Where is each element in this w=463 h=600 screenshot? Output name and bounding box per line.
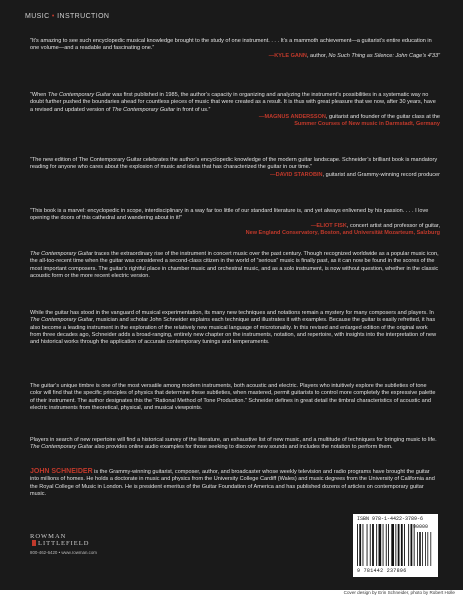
quote-role: , guitarist and founder of the guitar class at the (325, 114, 440, 121)
quote-attribution (30, 172, 440, 179)
quote-starobin (30, 157, 440, 179)
quote-text: “The new edition of The Contemporary Guitar celebrates the author’s encyclopedic knowledge of the modern guitar landscape. Schneider’s brilliant book is mandatory reading for anyone who cares about the explosion of music and ideas that has characterized the guitar in our time.” (30, 157, 438, 171)
category-instruction: INSTRUCTION (57, 13, 110, 20)
author-name: JOHN SCHNEIDER (30, 468, 93, 475)
publisher-block (30, 533, 140, 555)
quote-attribution (30, 53, 440, 60)
quote-text: “When The Contemporary Guitar was first published in 1985, the author’s capacity in organizing and analyzing the instrument’s possibilities in a systematic way no doubt further pushed the boundaries ahead for countless pieces of music that were created as a result. It is thus with great pleasure that we now, after 30 years, have a revised and updated version of The Contemporary Guitar in front of us.” (30, 92, 436, 113)
publisher-logo: ROWMAN LITTLEFIELD (30, 533, 90, 547)
quote-role: , guitarist and Grammy-winning record producer (322, 171, 440, 178)
quote-attribution (30, 114, 440, 121)
quote-affiliation: New England Conservatory, Boston, and Universität Mozarteum, Salzburg (245, 230, 440, 237)
category-separator: • (51, 13, 55, 20)
quote-gann (30, 38, 440, 60)
publisher-contact: 800-462-6420 • www.rowman.com (30, 550, 97, 555)
category-music: MUSIC (25, 13, 50, 20)
description-paragraph-1: The Contemporary Guitar traces the extraordinary rise of the instrument in concert music over the past century. Though recognized worldwide as a popular music icon, the all-too-recent time when the guitar was considered a second-class citizen in the world of “serious” music is finally past, as it can now be found in the scores of the most important composers. The guitar’s rightful place in chamber music and orchestral music, and as a solo instrument, is now without question, whether in the classic acoustic form or the more recent electric version. (30, 251, 439, 280)
isbn-barcode (353, 514, 438, 577)
quote-text: “This book is a marvel: encyclopedic in scope, interdisciplinary in a way far too little of our standard literature is, and yet always enlivened by his passion. . . . I love opening the doors of this cathedral and wandering about in it!” (30, 208, 429, 222)
isbn-label: ISBN 978-1-4422-3789-6 (357, 516, 424, 522)
quote-role: , concert artist and professor of guitar, (346, 222, 440, 229)
barcode-digits: 9 781442 237896 (357, 568, 407, 574)
quote-affiliation: Summer Courses of New music in Darmstadt, Germany (294, 121, 440, 128)
quote-author: —MAGNUS ANDERSSON (258, 114, 326, 121)
price-code: 90000 (413, 524, 429, 530)
description-paragraph-4: Players in search of new repertoire will find a historical survey of the literature, an exhaustive list of new music, and a multitude of techniques for bringing music to life. The Contemporary Guitar also provides online audio examples for those seeking to discover new sounds and includes the notation to perform them. (30, 437, 437, 451)
author-bio-text: is the Grammy-winning guitarist, composer, author, and broadcaster whose weekly television and radio programs have brought the guitar into millions of homes. He holds a doctorate in music and physics from the University College Cardiff (Wales) and music degrees from the University of California and the Royal College of Music in London. He is president emeritus of the Guitar Foundation of America and has published dozens of articles on contemporary guitar music. (30, 469, 435, 498)
quote-author: —KYLE GANN (268, 52, 307, 59)
category-label (25, 13, 109, 20)
publisher-mark-icon (32, 540, 36, 546)
author-bio (30, 468, 440, 498)
quote-text: “It’s amazing to see such encyclopedic musical knowledge brought to the study of one instrument. . . . It’s a mammoth achievement—a guitarist’s entire education in one volume—and a readable and fascinating one.” (30, 38, 432, 52)
description-paragraph-3: The guitar’s unique timbre is one of the most versatile among modern instruments, both acoustic and electric. Players who intuitively explore the subtleties of tone color will find that the specific principles of physics that determine these subtleties, when mastered, permit guitarists to control more completely the expressive palette of their instrument. The author designates this the “Rational Method of Tone Production.” Schneider defines in great detail the timbral characteristics of acoustic and electric instruments from theoretical, physical, and musical viewpoints. (30, 383, 436, 412)
cover-credit: Cover design by Erin Schneider, photo by Robert Holle (343, 590, 455, 595)
quote-author: —ELIOT FISK (310, 222, 347, 229)
quote-work: No Such Thing as Silence: John Cage’s 4'33" (328, 52, 440, 59)
barcode-icon (357, 524, 434, 566)
quote-role: , author, (306, 52, 329, 59)
quote-attribution (30, 223, 440, 230)
quote-fisk (30, 208, 440, 237)
quote-author: —DAVID STAROBIN (270, 171, 323, 178)
description-paragraph-2: While the guitar has stood in the vanguard of musical experimentation, its many new techniques and notations remain a mystery for many composers and players. In The Contemporary Guitar, musician and scholar John Schneider explains each technique and illustrates it with examples. Because the guitar is easily refretted, it has also become a leading instrument in the exploration of the relatively new musical language of microtonality. In this revised and enlarged edition of the original work from three decades ago, Schneider adds a broad-ranging, entirely new chapter on the instruments, notation, and repertoire, with insights into the interpretation of new and historical works through the application of accurate contemporary tunings and temperaments. (30, 310, 437, 346)
quote-andersson (30, 92, 440, 129)
